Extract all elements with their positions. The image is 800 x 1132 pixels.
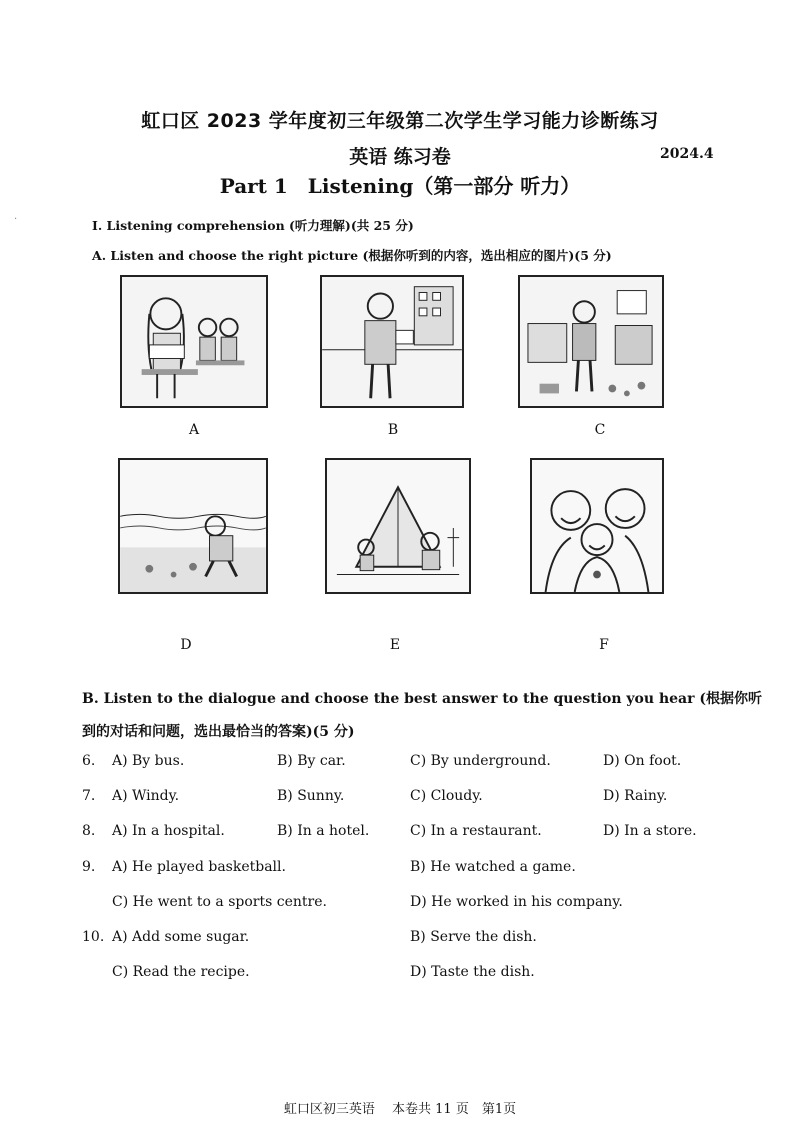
option-d: D) He worked in his company. <box>410 894 623 910</box>
option-d: D) Taste the dish. <box>410 964 535 980</box>
option-c: C) Read the recipe. <box>112 964 250 980</box>
option-c: C) In a restaurant. <box>410 823 542 839</box>
picture-label-e: E <box>389 637 401 653</box>
boy-at-beach-icon <box>120 460 266 592</box>
question-number: 8. <box>82 823 96 839</box>
messy-room-icon <box>520 277 662 406</box>
option-a: A) By bus. <box>112 753 185 769</box>
option-b: B) Sunny. <box>277 788 345 804</box>
option-d: D) On foot. <box>603 753 682 769</box>
picture-label-b: B <box>387 422 399 438</box>
section-i-heading: I. Listening comprehension (听力理解)(共 25 分) <box>92 218 414 233</box>
option-b: B) In a hotel. <box>277 823 370 839</box>
option-a: A) Add some sugar. <box>112 929 250 945</box>
option-a: A) He played basketball. <box>112 859 286 875</box>
section-a-heading: A. Listen and choose the right picture (根据你听到的内容，选出相应的图片)(5 分) <box>92 248 612 263</box>
picture-a <box>120 275 268 408</box>
question-number: 7. <box>82 788 96 804</box>
picture-b <box>320 275 464 408</box>
section-b-heading: B. Listen to the dialogue and choose the best answer to the question you hear (根据你听到的对话和问题，选出最恰当的答案)(5 分) <box>82 691 762 740</box>
option-c: C) He went to a sports centre. <box>112 894 327 910</box>
question-number: 9. <box>82 859 96 875</box>
option-c: C) By underground. <box>410 753 551 769</box>
picture-d <box>118 458 268 594</box>
option-b: B) By car. <box>277 753 346 769</box>
exam-subtitle: 英语 练习卷 <box>349 146 451 168</box>
picture-label-a: A <box>188 422 200 438</box>
scan-mark: · <box>14 214 18 225</box>
option-c: C) Cloudy. <box>410 788 483 804</box>
option-b: B) He watched a game. <box>410 859 576 875</box>
option-d: D) In a store. <box>603 823 697 839</box>
option-d: D) Rainy. <box>603 788 668 804</box>
option-a: A) Windy. <box>112 788 180 804</box>
girl-reading-icon <box>122 277 266 406</box>
picture-label-c: C <box>594 422 606 438</box>
picture-label-f: F <box>599 637 609 653</box>
picture-f <box>530 458 664 594</box>
question-number: 10. <box>82 929 105 945</box>
girl-with-map-icon <box>322 277 462 406</box>
picture-e <box>325 458 471 594</box>
exam-date: 2024.4 <box>660 146 714 162</box>
part-title: Part 1 Listening（第一部分 听力） <box>219 174 581 198</box>
camping-tent-icon <box>327 460 469 592</box>
picture-c <box>518 275 664 408</box>
option-a: A) In a hospital. <box>112 823 225 839</box>
question-number: 6. <box>82 753 96 769</box>
page-footer: 虹口区初三英语 本卷共 11 页 第1页 <box>283 1102 517 1117</box>
option-b: B) Serve the dish. <box>410 929 537 945</box>
picture-label-d: D <box>180 637 192 653</box>
happy-family-icon <box>532 460 662 592</box>
exam-title: 虹口区 2023 学年度初三年级第二次学生学习能力诊断练习 <box>141 110 659 132</box>
